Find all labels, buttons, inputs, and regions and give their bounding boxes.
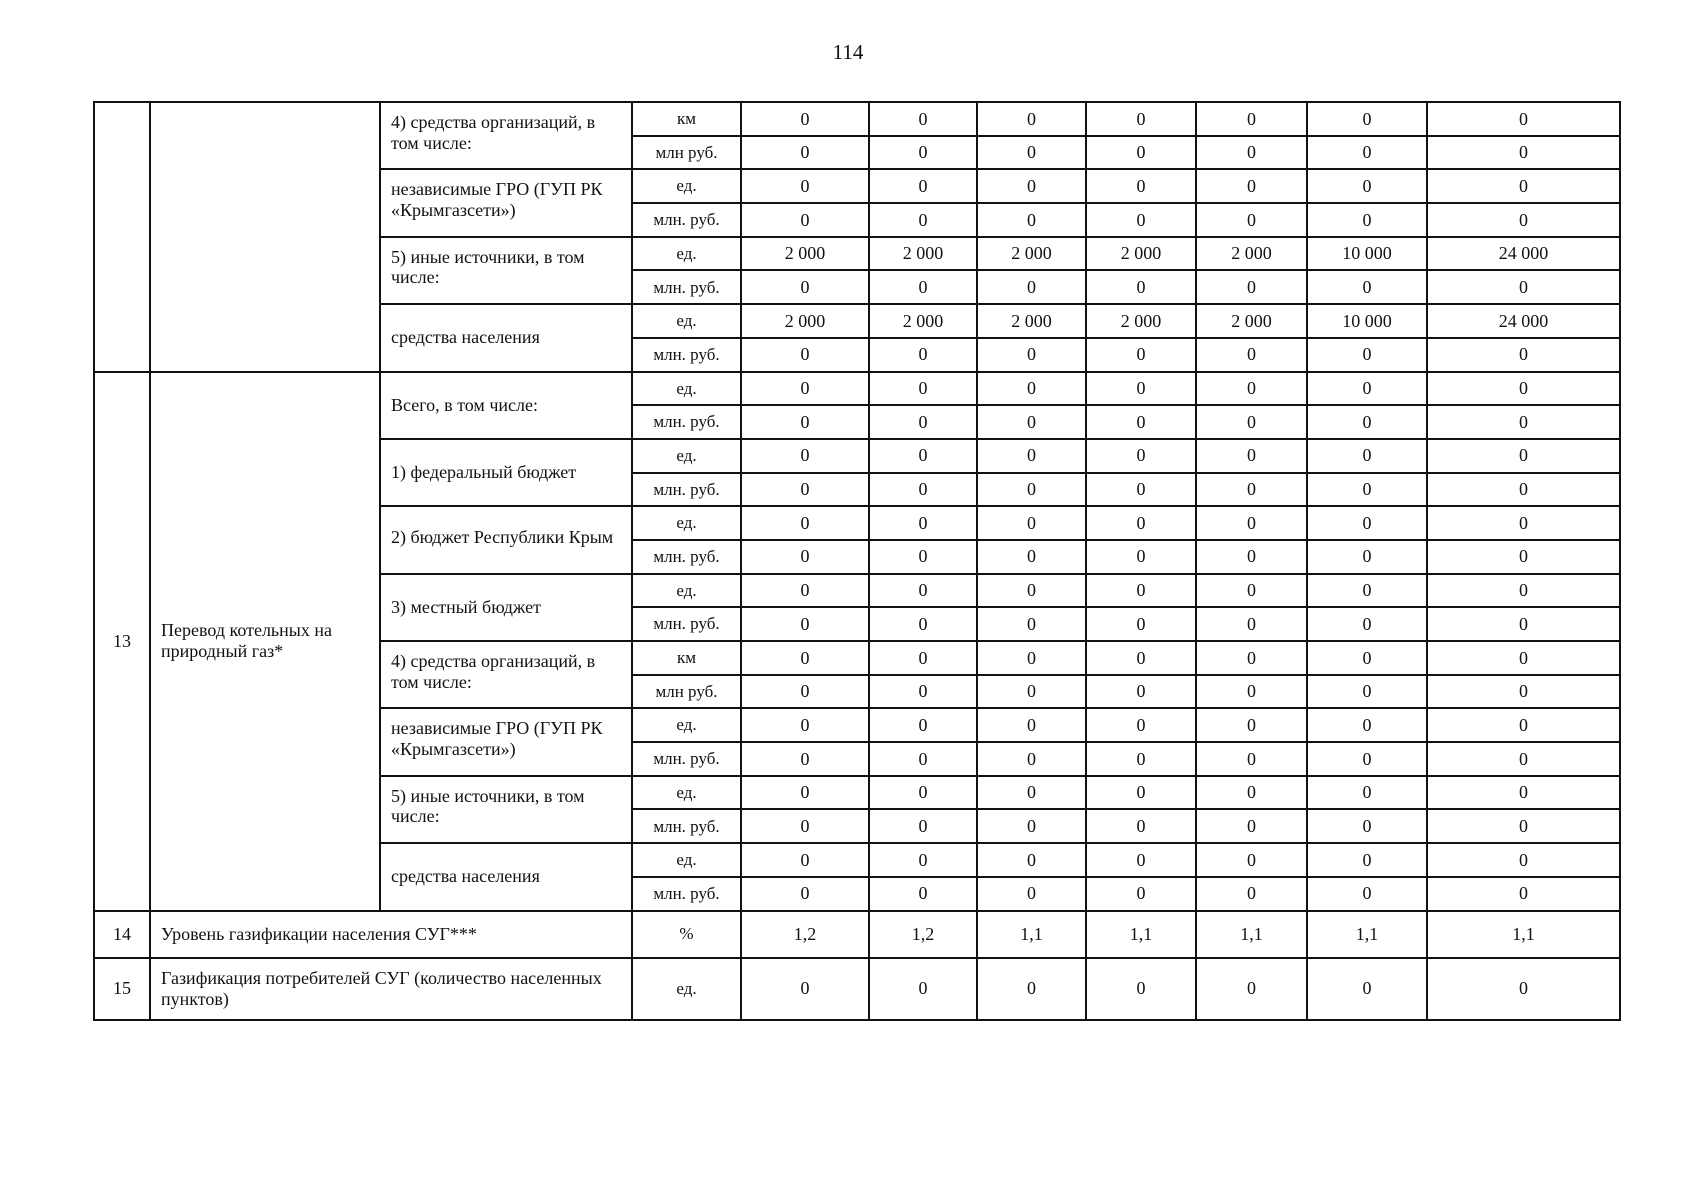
value-cell: 0 [741,540,869,574]
value-cell: 0 [1086,809,1196,843]
value-cell: 24 000 [1427,304,1620,338]
value-cell: 2 000 [1086,237,1196,271]
unit-cell: км [632,102,741,136]
value-cell: 1,1 [977,911,1086,958]
funding-source-label [380,776,632,843]
value-cell: 0 [1196,136,1307,170]
funding-source-text: независимые ГРО (ГУП РК «Крымгазсети») [391,718,603,760]
value-cell: 0 [1086,439,1196,473]
value-cell: 0 [741,776,869,810]
value-cell: 0 [1196,338,1307,372]
value-cell: 0 [869,675,977,709]
unit-cell: млн руб. [632,675,741,709]
value-cell: 0 [741,338,869,372]
value-cell: 1,1 [1086,911,1196,958]
value-cell: 0 [977,809,1086,843]
value-cell: 0 [869,439,977,473]
value-cell: 0 [1307,338,1427,372]
value-cell: 2 000 [741,237,869,271]
value-cell: 0 [741,473,869,507]
unit-cell: км [632,641,741,675]
value-cell: 0 [1307,372,1427,406]
indicator-name: Уровень газификации населения СУГ*** [150,911,632,958]
page-number: 114 [832,40,864,64]
value-cell: 0 [1196,574,1307,608]
value-cell: 2 000 [869,237,977,271]
value-cell: 0 [741,405,869,439]
value-cell: 0 [1196,473,1307,507]
value-cell: 0 [1307,405,1427,439]
value-cell: 0 [1427,203,1620,237]
value-cell: 0 [741,958,869,1020]
value-cell: 0 [977,506,1086,540]
value-cell: 0 [977,203,1086,237]
indicator-name: Перевод котельных на природный газ* [150,372,380,911]
value-cell: 0 [977,136,1086,170]
value-cell: 0 [741,439,869,473]
value-cell: 0 [1427,809,1620,843]
value-cell: 2 000 [977,304,1086,338]
value-cell: 0 [1307,958,1427,1020]
unit-cell: ед. [632,506,741,540]
table-row [94,958,1620,1020]
value-cell: 0 [977,742,1086,776]
value-cell: 0 [1196,708,1307,742]
gasification-table [93,101,1621,1021]
value-cell: 0 [741,136,869,170]
funding-source-text: 2) бюджет Республики Крым [391,526,614,547]
value-cell: 0 [1307,843,1427,877]
value-cell: 0 [1196,641,1307,675]
value-cell: 0 [869,776,977,810]
table-row [94,911,1620,958]
funding-source-label [380,169,632,236]
value-cell: 0 [1086,203,1196,237]
value-cell: 0 [741,169,869,203]
unit-cell: ед. [632,574,741,608]
value-cell: 0 [977,439,1086,473]
unit-cell: ед. [632,169,741,203]
value-cell: 0 [1196,776,1307,810]
unit-cell: ед. [632,439,741,473]
value-cell: 0 [1196,405,1307,439]
value-cell: 0 [1307,203,1427,237]
unit-cell: ед. [632,708,741,742]
row-number-cell [94,102,150,372]
value-cell: 0 [869,708,977,742]
value-cell: 0 [1086,136,1196,170]
value-cell: 0 [869,102,977,136]
indicator-name-cell [150,102,380,372]
unit-cell: ед. [632,237,741,271]
value-cell: 0 [869,203,977,237]
value-cell: 0 [1086,958,1196,1020]
value-cell: 0 [1427,439,1620,473]
value-cell: 0 [1427,877,1620,911]
value-cell: 0 [869,338,977,372]
value-cell: 0 [741,877,869,911]
value-cell: 0 [869,405,977,439]
value-cell: 0 [1307,776,1427,810]
funding-source-text: средства населения [391,866,540,887]
value-cell: 0 [1427,641,1620,675]
value-cell: 0 [1086,540,1196,574]
value-cell: 0 [1086,708,1196,742]
value-cell: 0 [1307,675,1427,709]
value-cell: 0 [741,506,869,540]
value-cell: 0 [1086,742,1196,776]
value-cell: 0 [741,675,869,709]
value-cell: 0 [1307,708,1427,742]
value-cell: 0 [1196,809,1307,843]
value-cell: 0 [1307,877,1427,911]
value-cell: 0 [977,169,1086,203]
funding-source-label [380,574,632,641]
value-cell: 0 [1196,439,1307,473]
value-cell: 0 [741,270,869,304]
value-cell: 24 000 [1427,237,1620,271]
value-cell: 0 [1427,102,1620,136]
value-cell: 0 [1086,843,1196,877]
funding-source-label [380,237,632,304]
funding-source-text: 4) средства организаций, в том числе: [391,651,596,692]
value-cell: 0 [1307,574,1427,608]
value-cell: 0 [977,372,1086,406]
value-cell: 0 [869,506,977,540]
value-cell: 0 [741,742,869,776]
funding-source-text: независимые ГРО (ГУП РК «Крымгазсети») [391,179,603,221]
value-cell: 0 [1086,102,1196,136]
value-cell: 0 [869,877,977,911]
value-cell: 0 [1427,169,1620,203]
value-cell: 0 [741,203,869,237]
value-cell: 0 [741,843,869,877]
value-cell: 0 [977,270,1086,304]
value-cell: 0 [1427,607,1620,641]
value-cell: 0 [1196,169,1307,203]
value-cell: 0 [1427,776,1620,810]
value-cell: 0 [1196,540,1307,574]
value-cell: 0 [741,574,869,608]
value-cell: 10 000 [1307,237,1427,271]
value-cell: 0 [741,708,869,742]
value-cell: 0 [1427,136,1620,170]
value-cell: 0 [1086,169,1196,203]
table-body [94,102,1620,1020]
value-cell: 0 [1196,270,1307,304]
value-cell: 0 [1086,641,1196,675]
value-cell: 0 [1196,203,1307,237]
value-cell: 0 [1307,506,1427,540]
value-cell: 0 [1086,675,1196,709]
value-cell: 1,1 [1196,911,1307,958]
value-cell: 0 [977,338,1086,372]
value-cell: 0 [1427,574,1620,608]
funding-source-text: 3) местный бюджет [391,596,541,617]
value-cell: 0 [1196,506,1307,540]
value-cell: 0 [1086,372,1196,406]
value-cell: 0 [1196,102,1307,136]
value-cell: 0 [869,958,977,1020]
value-cell: 0 [977,958,1086,1020]
unit-cell: млн. руб. [632,540,741,574]
unit-cell: ед. [632,304,741,338]
funding-source-text: 1) федеральный бюджет [391,462,577,483]
table-row [94,102,1620,136]
value-cell: 0 [1086,574,1196,608]
value-cell: 0 [1307,136,1427,170]
value-cell: 0 [1307,742,1427,776]
value-cell: 0 [869,809,977,843]
value-cell: 0 [1196,607,1307,641]
value-cell: 0 [869,574,977,608]
funding-source-label [380,708,632,775]
unit-cell: ед. [632,958,741,1020]
value-cell: 0 [1086,607,1196,641]
value-cell: 0 [741,372,869,406]
value-cell: 0 [1427,473,1620,507]
value-cell: 0 [977,776,1086,810]
value-cell: 0 [1307,641,1427,675]
value-cell: 0 [1307,270,1427,304]
value-cell: 0 [977,102,1086,136]
value-cell: 0 [977,405,1086,439]
value-cell: 0 [1086,338,1196,372]
row-number: 13 [94,372,150,911]
value-cell: 0 [869,372,977,406]
value-cell: 0 [1427,675,1620,709]
value-cell: 0 [977,675,1086,709]
value-cell: 0 [1427,405,1620,439]
unit-cell: млн. руб. [632,405,741,439]
funding-source-label [380,506,632,573]
value-cell: 0 [977,540,1086,574]
value-cell: 0 [1086,506,1196,540]
value-cell: 0 [869,270,977,304]
value-cell: 0 [977,641,1086,675]
value-cell: 2 000 [869,304,977,338]
value-cell: 0 [1427,843,1620,877]
value-cell: 10 000 [1307,304,1427,338]
value-cell: 0 [977,708,1086,742]
value-cell: 0 [1307,102,1427,136]
value-cell: 1,2 [741,911,869,958]
value-cell: 0 [869,742,977,776]
unit-cell: млн. руб. [632,809,741,843]
value-cell: 0 [1086,405,1196,439]
funding-source-label [380,439,632,506]
value-cell: 1,2 [869,911,977,958]
funding-source-text: 4) средства организаций, в том числе: [391,112,596,153]
unit-cell: млн. руб. [632,877,741,911]
value-cell: 0 [1196,958,1307,1020]
value-cell: 2 000 [741,304,869,338]
value-cell: 0 [1307,809,1427,843]
value-cell: 0 [741,809,869,843]
value-cell: 2 000 [1196,237,1307,271]
row-number: 14 [94,911,150,958]
value-cell: 2 000 [977,237,1086,271]
unit-cell: ед. [632,372,741,406]
value-cell: 0 [1196,877,1307,911]
unit-cell: млн. руб. [632,270,741,304]
value-cell: 0 [869,473,977,507]
funding-source-label [380,304,632,371]
unit-cell: млн. руб. [632,338,741,372]
value-cell: 0 [1086,877,1196,911]
value-cell: 0 [1427,708,1620,742]
value-cell: 0 [869,843,977,877]
value-cell: 0 [1196,675,1307,709]
value-cell: 0 [1427,742,1620,776]
value-cell: 0 [1307,607,1427,641]
value-cell: 0 [1427,540,1620,574]
unit-cell: % [632,911,741,958]
unit-cell: ед. [632,843,741,877]
value-cell: 0 [1307,439,1427,473]
value-cell: 0 [977,843,1086,877]
value-cell: 0 [741,641,869,675]
indicator-name: Газификация потребителей СУГ (количество населенных пунктов) [150,958,632,1020]
value-cell: 0 [977,607,1086,641]
value-cell: 0 [869,136,977,170]
funding-source-text: 5) иные источники, в том числе: [391,785,585,827]
value-cell: 0 [1427,372,1620,406]
value-cell: 0 [1307,473,1427,507]
funding-source-label [380,372,632,439]
value-cell: 1,1 [1307,911,1427,958]
unit-cell: млн. руб. [632,473,741,507]
value-cell: 0 [869,607,977,641]
funding-source-text: Всего, в том числе: [391,394,538,415]
value-cell: 0 [977,574,1086,608]
value-cell: 0 [741,607,869,641]
value-cell: 0 [1427,958,1620,1020]
value-cell: 0 [869,641,977,675]
value-cell: 2 000 [1196,304,1307,338]
unit-cell: млн руб. [632,136,741,170]
value-cell: 0 [1086,776,1196,810]
value-cell: 0 [869,540,977,574]
value-cell: 0 [1427,270,1620,304]
table-row [94,372,1620,406]
unit-cell: ед. [632,776,741,810]
unit-cell: млн. руб. [632,607,741,641]
value-cell: 0 [977,473,1086,507]
value-cell: 0 [1307,540,1427,574]
value-cell: 0 [741,102,869,136]
value-cell: 0 [1196,742,1307,776]
value-cell: 0 [1086,473,1196,507]
value-cell: 0 [869,169,977,203]
unit-cell: млн. руб. [632,742,741,776]
value-cell: 0 [1196,843,1307,877]
value-cell: 0 [1196,372,1307,406]
funding-source-text: средства населения [391,327,540,348]
value-cell: 0 [1307,169,1427,203]
unit-cell: млн. руб. [632,203,741,237]
funding-source-label [380,641,632,708]
funding-source-label [380,843,632,910]
funding-source-text: 5) иные источники, в том числе: [391,246,585,288]
row-number: 15 [94,958,150,1020]
value-cell: 2 000 [1086,304,1196,338]
value-cell: 0 [1086,270,1196,304]
funding-source-label [380,102,632,169]
value-cell: 1,1 [1427,911,1620,958]
value-cell: 0 [977,877,1086,911]
value-cell: 0 [1427,338,1620,372]
value-cell: 0 [1427,506,1620,540]
